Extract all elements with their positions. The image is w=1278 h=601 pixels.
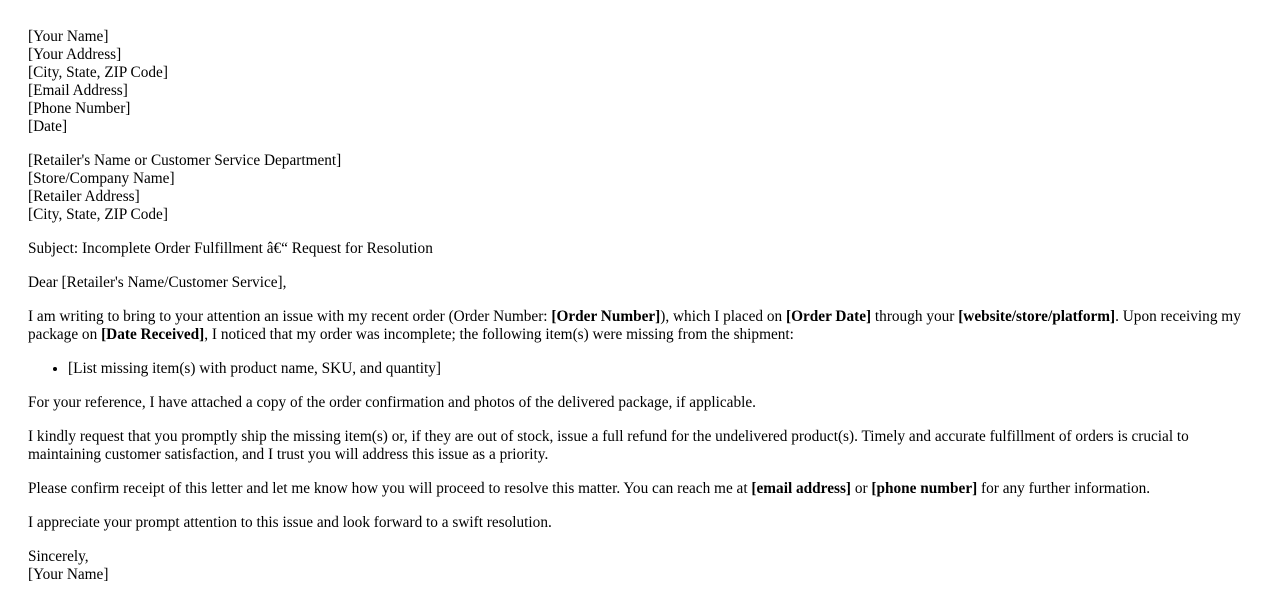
order-number-placeholder: [Order Number] bbox=[551, 308, 661, 325]
recipient-address: [Retailer Address] bbox=[28, 188, 140, 205]
sender-name: [Your Name] bbox=[28, 28, 109, 45]
paragraph-reference: For your reference, I have attached a copy of the order confirmation and photos of the delivered package, if applicable. bbox=[28, 394, 756, 411]
letter bbox=[28, 28, 1250, 584]
paragraph-contact bbox=[28, 480, 1250, 498]
signature-name: [Your Name] bbox=[28, 566, 109, 583]
recipient-name: [Retailer's Name or Customer Service Department] bbox=[28, 152, 342, 169]
text-segment: ), which I placed on bbox=[660, 308, 786, 325]
missing-items-list bbox=[28, 360, 1250, 378]
order-date-placeholder: [Order Date] bbox=[786, 308, 872, 325]
text-segment: I am writing to bring to your attention an issue with my recent order (Order Number: bbox=[28, 308, 552, 325]
text-segment: . Upon receiving my package on bbox=[28, 308, 1241, 343]
text-segment: or bbox=[851, 480, 872, 497]
date-received-placeholder: [Date Received] bbox=[101, 326, 205, 343]
sender-email: [Email Address] bbox=[28, 82, 128, 99]
paragraph-appreciation: I appreciate your prompt attention to this issue and look forward to a swift resolution. bbox=[28, 514, 552, 531]
letter-date: [Date] bbox=[28, 118, 68, 135]
paragraph-order-issue bbox=[28, 308, 1250, 344]
closing-block bbox=[28, 548, 1250, 584]
sender-phone: [Phone Number] bbox=[28, 100, 131, 117]
text-segment: through your bbox=[871, 308, 959, 325]
subject-line: Subject: Incomplete Order Fulfillment â€“ Request for Resolution bbox=[28, 240, 433, 257]
recipient-city-state-zip: [City, State, ZIP Code] bbox=[28, 206, 168, 223]
salutation: Dear [Retailer's Name/Customer Service], bbox=[28, 274, 287, 291]
text-segment: , I noticed that my order was incomplete; the following item(s) were missing from the shipment: bbox=[204, 326, 794, 343]
platform-placeholder: [website/store/platform] bbox=[958, 308, 1116, 325]
phone-placeholder: [phone number] bbox=[871, 480, 978, 497]
signoff: Sincerely, bbox=[28, 548, 89, 565]
list-item: • [List missing item(s) with product name, SKU, and quantity] bbox=[68, 360, 1250, 378]
recipient-address-block bbox=[28, 152, 1250, 224]
text-segment: for any further information. bbox=[977, 480, 1151, 497]
paragraph-request: I kindly request that you promptly ship the missing item(s) or, if they are out of stock, issue a full refund for the undelivered product(s). Timely and accurate fulfillment of orders is crucial to maintaining customer satisfaction, and I trust you will address this issue as a priority. bbox=[28, 428, 1189, 463]
text-segment: Please confirm receipt of this letter and let me know how you will proceed to resolve this matter. You can reach me at bbox=[28, 480, 752, 497]
sender-city-state-zip: [City, State, ZIP Code] bbox=[28, 64, 168, 81]
sender-address: [Your Address] bbox=[28, 46, 122, 63]
sender-address-block bbox=[28, 28, 1250, 136]
recipient-company: [Store/Company Name] bbox=[28, 170, 175, 187]
email-placeholder: [email address] bbox=[751, 480, 851, 497]
